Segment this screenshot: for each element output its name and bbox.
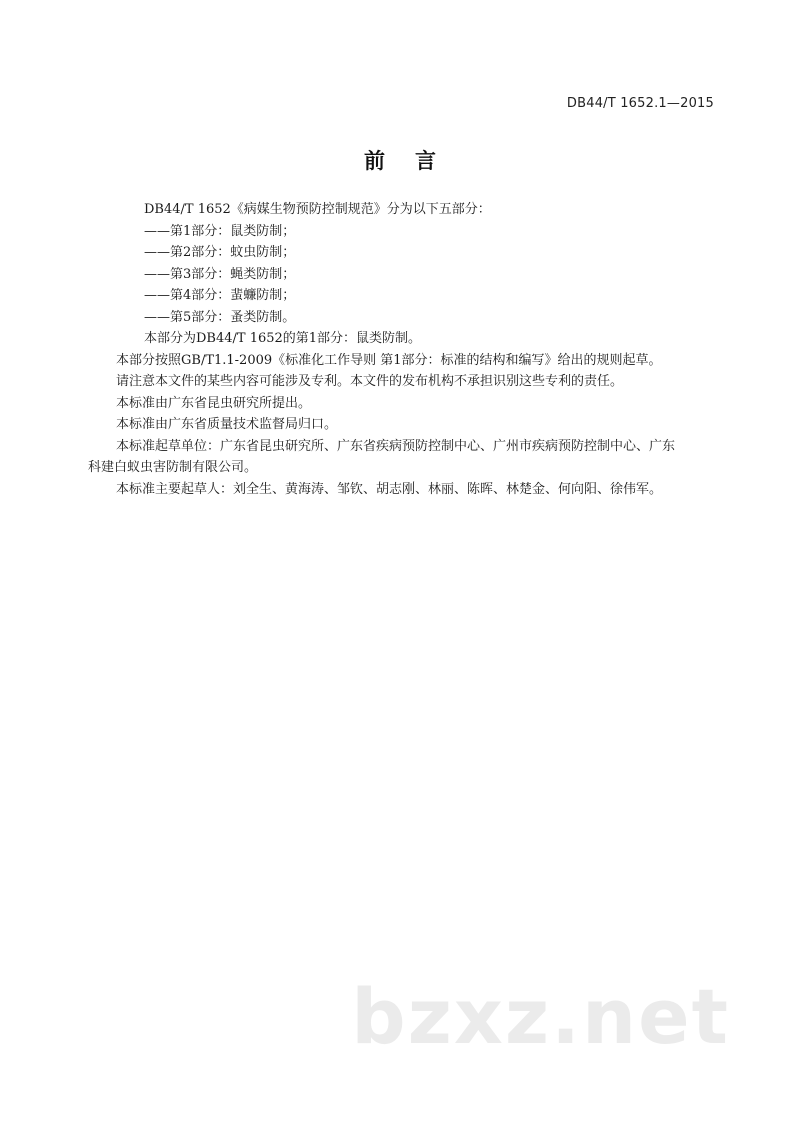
part-item-3: ——第3部分：蝇类防制；: [144, 266, 296, 282]
site-watermark: bzxz.net: [351, 972, 730, 1061]
proposed-by-paragraph: 本标准由广东省昆虫研究所提出。: [116, 395, 312, 411]
title-char-2: 言: [415, 149, 436, 173]
drafting-rule-paragraph: 本部分按照GB/T1.1-2009《标准化工作导则 第1部分：标准的结构和编写》给出的规则起草。: [116, 352, 662, 368]
drafting-units-line-2: 科建白蚁虫害防制有限公司。: [88, 460, 258, 475]
part-item-2: ——第2部分：蚊虫防制；: [144, 245, 296, 260]
part-item-5: ——第5部分：蚤类防制。: [144, 309, 296, 325]
part-item-4: ——第4部分：蜚蠊防制；: [144, 288, 296, 303]
title-char-1: 前: [364, 149, 385, 173]
intro-paragraph: DB44/T 1652《病媒生物预防控制规范》分为以下五部分：: [144, 202, 491, 217]
foreword-body: [88, 199, 746, 500]
this-part-paragraph: 本部分为DB44/T 1652的第1部分：鼠类防制。: [144, 331, 422, 346]
part-item-1: ——第1部分：鼠类防制；: [144, 223, 296, 239]
drafting-units-line-1: 本标准起草单位：广东省昆虫研究所、广东省疾病预防控制中心、广州市疾病预防控制中心、广东: [116, 438, 676, 454]
centralized-by-paragraph: 本标准由广东省质量技术监督局归口。: [116, 417, 338, 432]
patent-note-paragraph: 请注意本文件的某些内容可能涉及专利。本文件的发布机构不承担识别这些专利的责任。: [116, 374, 624, 389]
page-title: [0, 145, 800, 175]
standard-code: DB44/T 1652.1—2015: [566, 96, 714, 111]
drafters-paragraph: 本标准主要起草人：刘全生、黄海涛、邹钦、胡志刚、林丽、陈晖、林楚金、何向阳、徐伟军。: [116, 481, 663, 497]
